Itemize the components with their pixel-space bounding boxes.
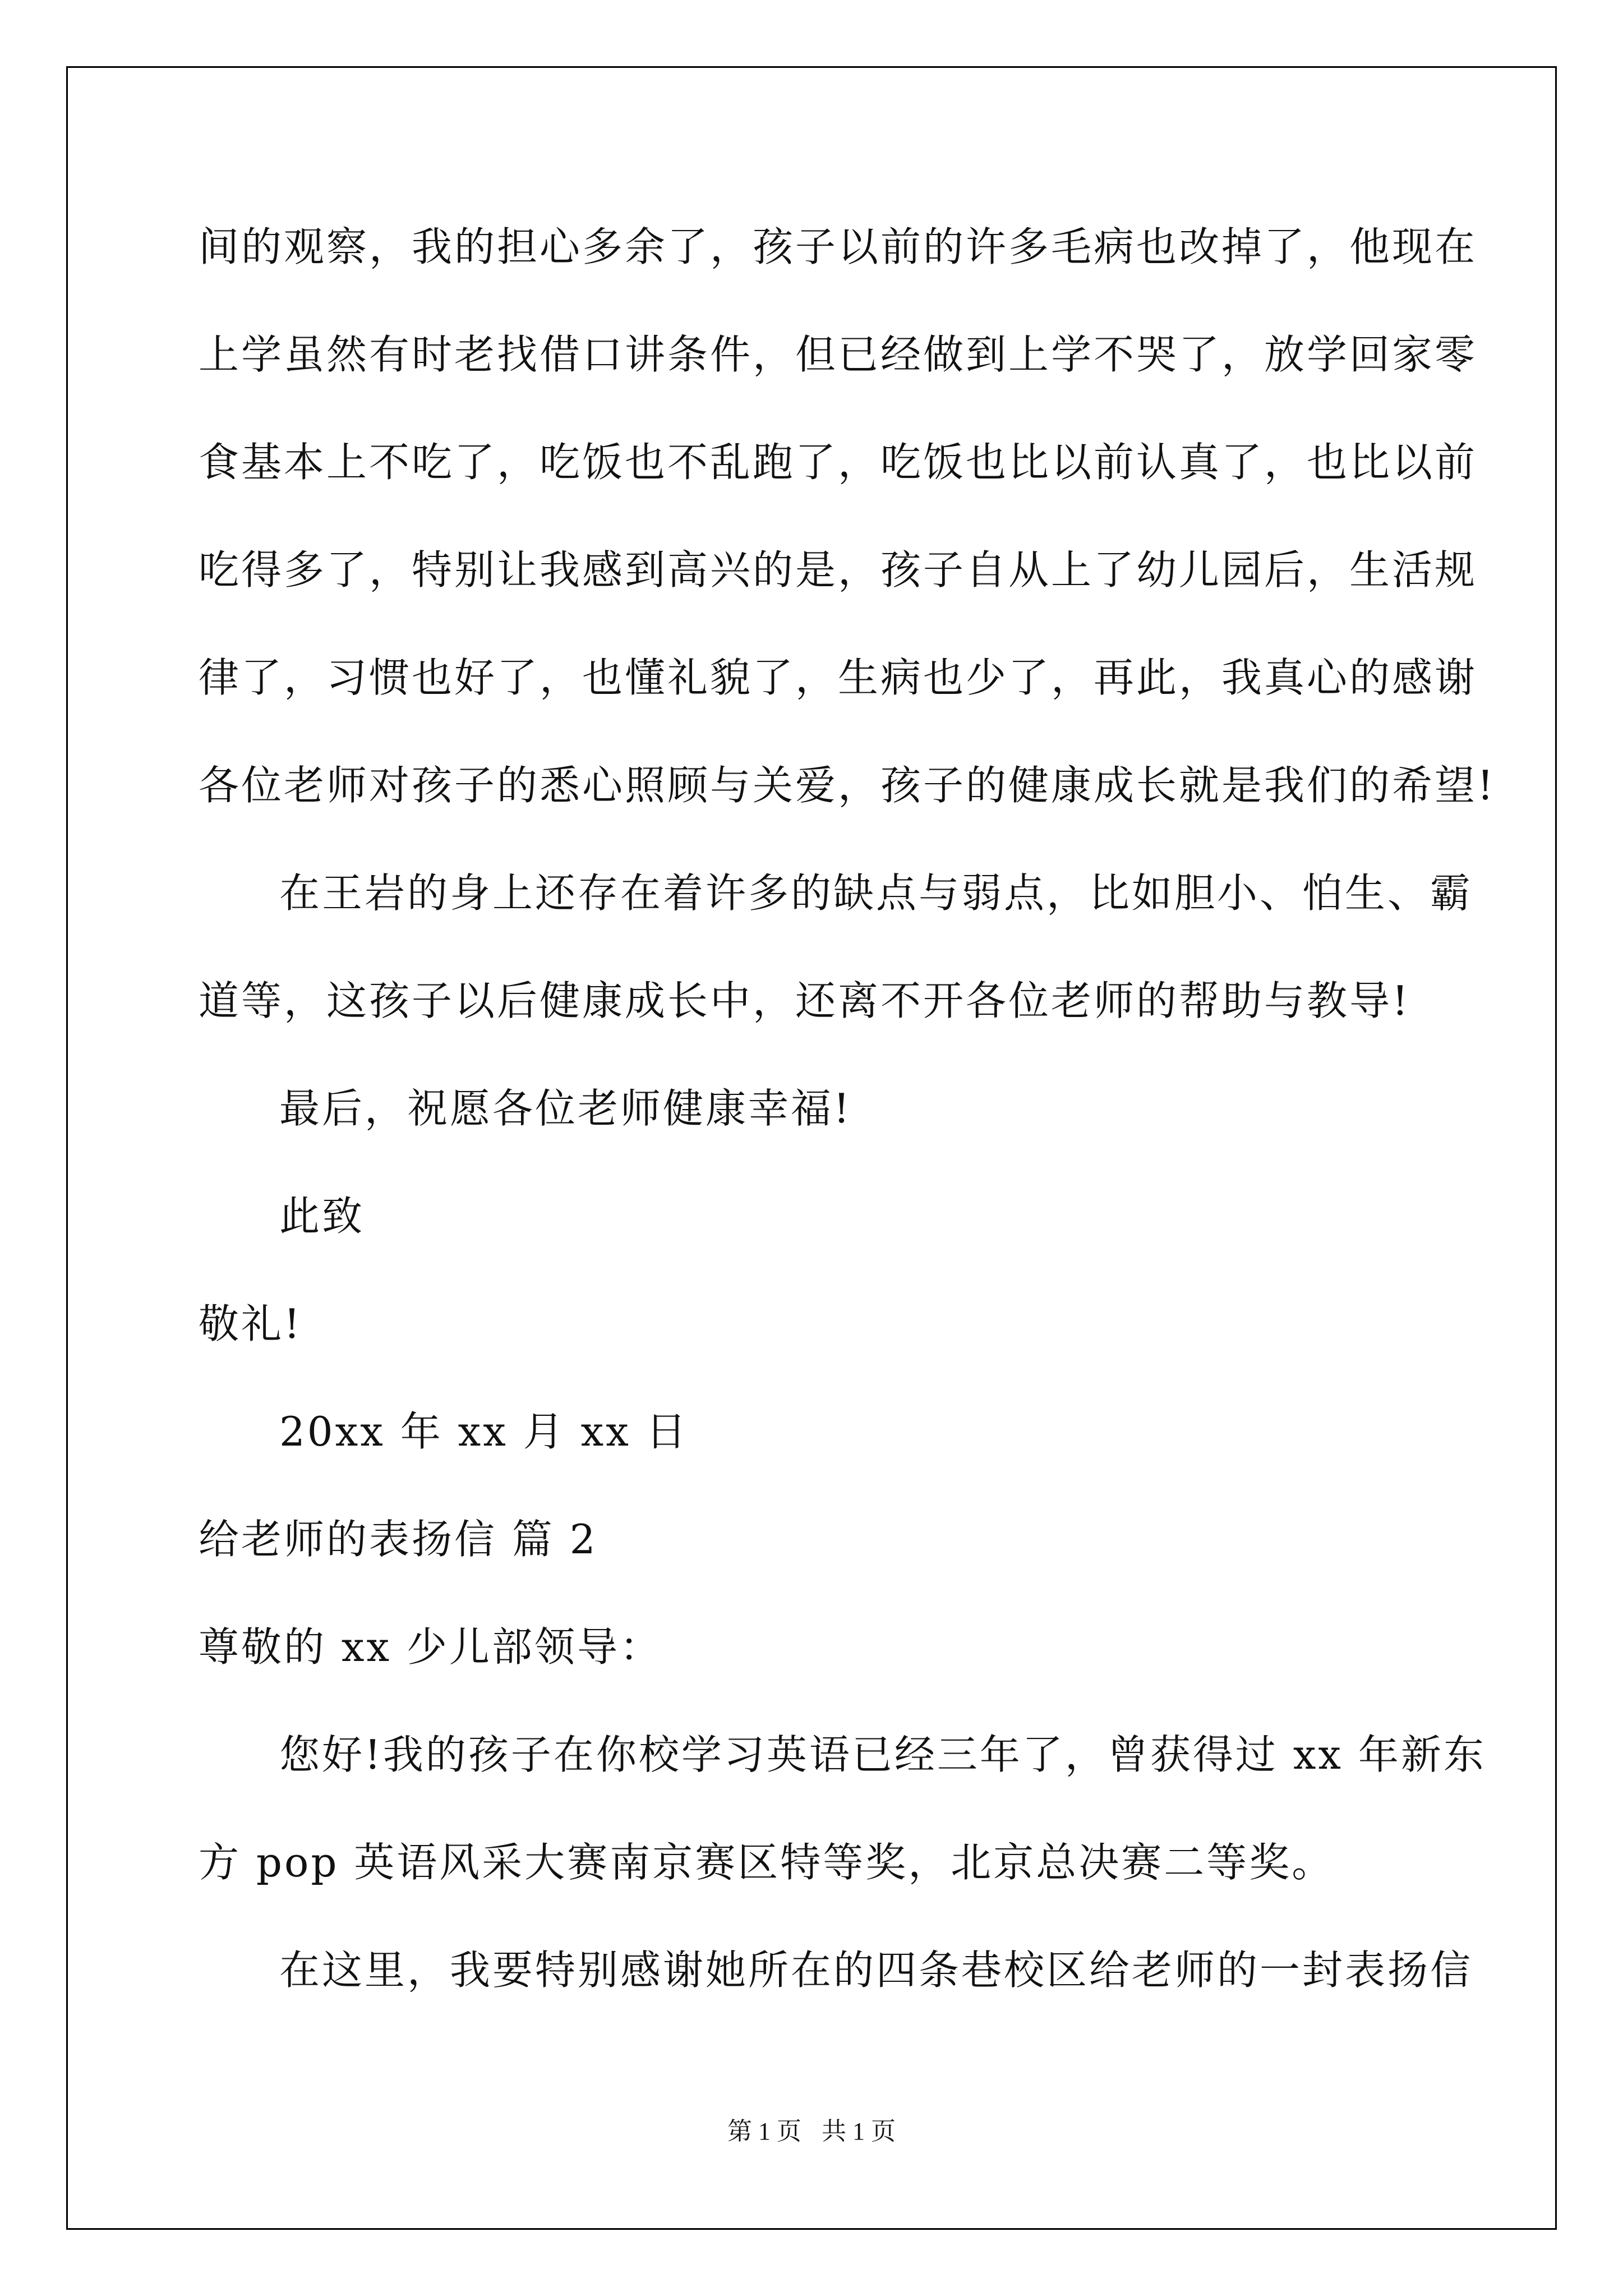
page-border <box>66 66 1557 2230</box>
body-line: 律了，习惯也好了，也懂礼貌了，生病也少了，再此，我真心的感谢 <box>199 654 1478 701</box>
salutation-regards: 敬礼! <box>199 1300 302 1347</box>
section-heading: 给老师的表扬信 篇 2 <box>199 1516 598 1563</box>
paragraph-line: 在王岩的身上还存在着许多的缺点与弱点，比如胆小、怕生、霸 <box>279 869 1473 917</box>
closing-wish: 最后，祝愿各位老师健康幸福! <box>279 1085 852 1132</box>
body-line: 间的观察，我的担心多余了，孩子以前的许多毛病也改掉了，他现在 <box>199 223 1478 270</box>
page-number: 第 1 页 <box>727 2118 801 2145</box>
letter-date: 20xx 年 xx 月 xx 日 <box>279 1408 689 1455</box>
paragraph-line: 您好!我的孩子在你校学习英语已经三年了，曾获得过 xx 年新东 <box>279 1731 1486 1778</box>
body-line: 吃得多了，特别让我感到高兴的是，孩子自从上了幼儿园后，生活规 <box>199 546 1478 593</box>
body-line: 食基本上不吃了，吃饭也不乱跑了，吃饭也比以前认真了，也比以前 <box>199 439 1478 486</box>
paragraph-line: 在这里，我要特别感谢她所在的四条巷校区给老师的一封表扬信 <box>279 1947 1473 1994</box>
body-line: 上学虽然有时老找借口讲条件，但已经做到上学不哭了，放学回家零 <box>199 331 1478 378</box>
salutation-closing: 此致 <box>279 1193 365 1240</box>
page-footer <box>0 2115 1623 2148</box>
page-count: 共 1 页 <box>822 2118 896 2145</box>
body-line: 各位老师对孩子的悉心照顾与关爱，孩子的健康成长就是我们的希望! <box>199 762 1496 809</box>
body-line: 道等，这孩子以后健康成长中，还离不开各位老师的帮助与教导! <box>199 977 1410 1024</box>
body-line: 方 pop 英语风采大赛南京赛区特等奖，北京总决赛二等奖。 <box>199 1839 1335 1886</box>
letter-greeting: 尊敬的 xx 少儿部领导： <box>199 1623 662 1671</box>
